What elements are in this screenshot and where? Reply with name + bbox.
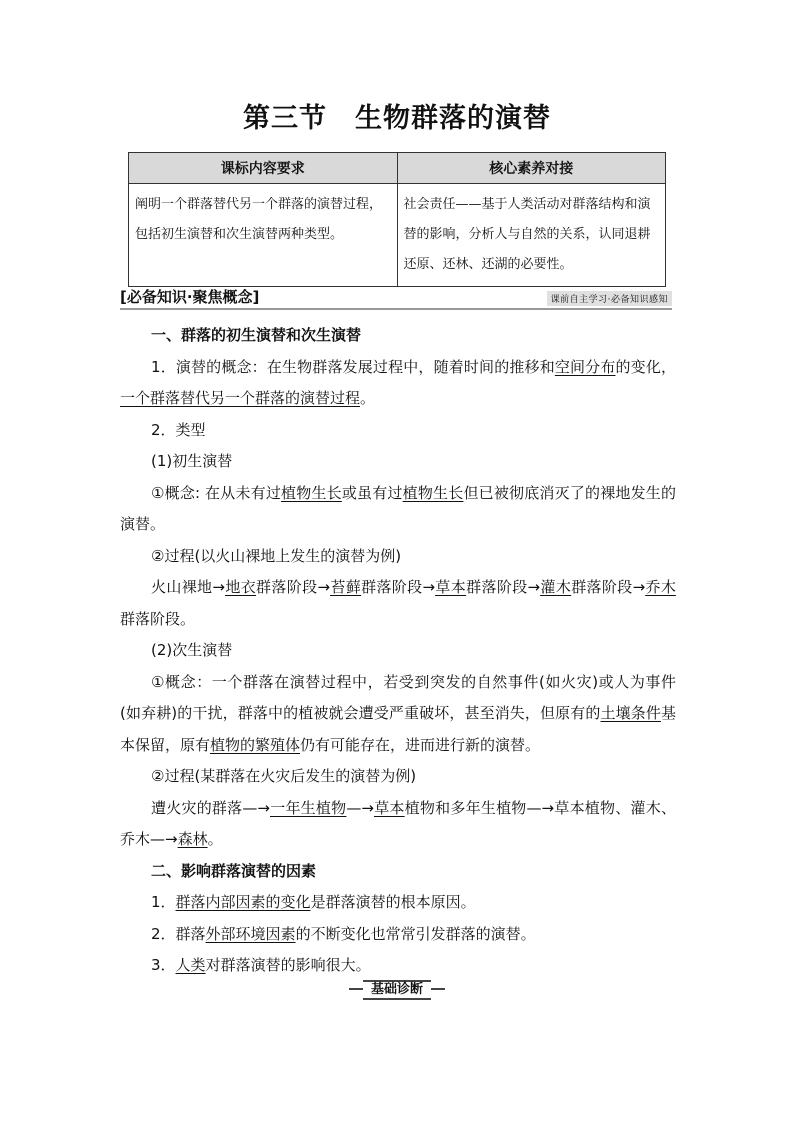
- standards-table: [128, 152, 666, 287]
- main-content: [120, 320, 676, 982]
- paragraph-secondary: (2)次生演替: [151, 641, 233, 659]
- paragraph-secondary-sequence: 遭火灾的群落—→一年生植物—→草本植物和多年生植物—→草本植物、灌木、乔木—→森林。: [120, 798, 676, 848]
- paragraph-secondary-process: ②过程(某群落在火灾后发生的演替为例): [151, 767, 417, 785]
- table-header-right: 核心素养对接: [397, 153, 666, 184]
- paragraph-primary: (1)初生演替: [151, 452, 233, 470]
- paragraph-primary-process: ②过程(以火山裸地上发生的演替为例): [151, 546, 402, 565]
- paragraph-factor-2: 2．群落外部环境因素的不断变化也常常引发群落的演替。: [151, 924, 536, 943]
- footer-label: 基础诊断: [363, 980, 431, 1000]
- page-title: 第三节 生物群落的演替: [243, 103, 551, 134]
- heading-1: 一、群落的初生演替和次生演替: [151, 326, 362, 344]
- table-cell-right: 社会责任——基于人类活动对群落结构和演替的影响，分析人与自然的关系，认同退耕还原、还林、还湖的必要性。: [397, 184, 666, 287]
- section-title: [必备知识·聚焦概念]: [120, 288, 260, 306]
- section-header: [120, 286, 672, 310]
- heading-2: 二、影响群落演替的因素: [151, 861, 317, 880]
- paragraph-types: 2．类型: [151, 420, 206, 439]
- section-tag: 课前自主学习·必备知识感知: [547, 291, 672, 306]
- footer-left-rule: [349, 988, 363, 990]
- footer-right-rule: [431, 988, 445, 990]
- table-header-left: 课标内容要求: [129, 153, 398, 184]
- paragraph-secondary-concept: ①概念：一个群落在演替过程中，若受到突发的自然事件(如火灾)或人为事件(如弃耕)的干扰，群落中的植被就会遭受严重破坏，甚至消失，但原有的土壤条件基本保留，原有植物的繁殖体仍有可能存在，进而进行新的演替。: [120, 672, 676, 754]
- paragraph-concept: 1．演替的概念：在生物群落发展过程中，随着时间的推移和空间分布的变化，一个群落替代另一个群落的演替过程。: [120, 357, 676, 407]
- paragraph-factor-3: 3．人类对群落演替的影响很大。: [151, 956, 371, 974]
- footer-banner: [0, 978, 794, 1000]
- paragraph-primary-concept: ①概念: 在从未有过植物生长或虽有过植物生长但已被彻底消灭了的裸地发生的演替。: [120, 483, 676, 533]
- table-cell-left: 阐明一个群落替代另一个群落的演替过程，包括初生演替和次生演替两种类型。: [129, 184, 398, 287]
- paragraph-factor-1: 1．群落内部因素的变化是群落演替的根本原因。: [151, 893, 476, 911]
- paragraph-primary-sequence: 火山裸地→地衣群落阶段→苔藓群落阶段→草本群落阶段→灌木群落阶段→乔木群落阶段。: [120, 578, 676, 628]
